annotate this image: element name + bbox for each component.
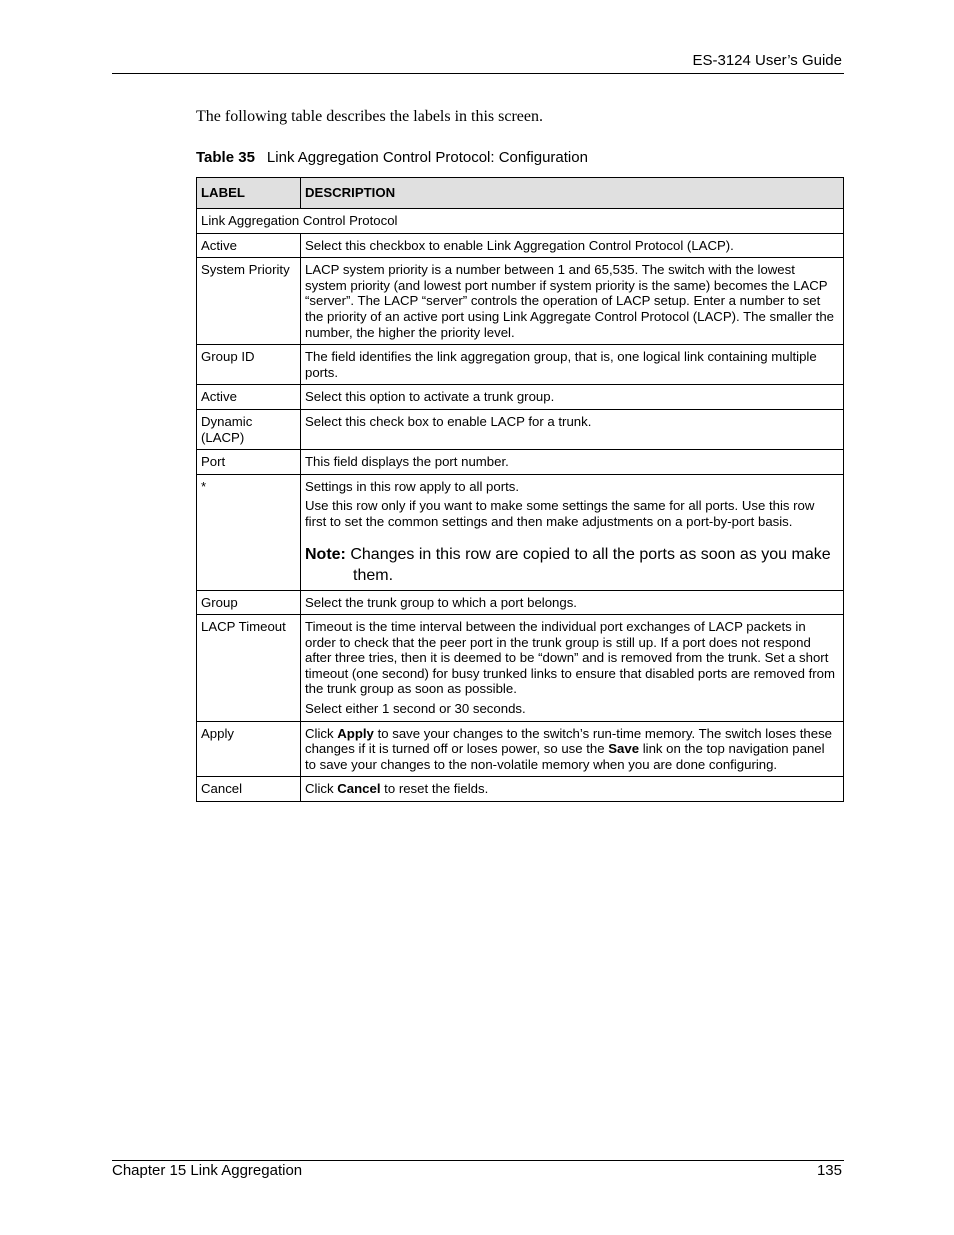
- row-description-extra: Select either 1 second or 30 seconds.: [305, 701, 526, 717]
- header-rule: [112, 73, 844, 74]
- desc-text: Click: [305, 781, 334, 797]
- row-description: Select this check box to enable LACP for a trunk.: [301, 409, 844, 449]
- footer-rule: [112, 1160, 844, 1161]
- header-description: DESCRIPTION: [301, 178, 844, 209]
- note-text: Changes in this row are copied to all the ports as soon as you make them.: [350, 545, 831, 584]
- save-keyword: Save: [608, 741, 640, 757]
- row-label: Group: [197, 590, 301, 615]
- table-header-row: [197, 178, 844, 209]
- row-description-cell: [301, 615, 844, 722]
- table-row: [197, 233, 844, 258]
- page-number: 135: [816, 1162, 842, 1179]
- row-description: Select this option to activate a trunk group.: [301, 385, 844, 410]
- footer-chapter: Chapter 15 Link Aggregation: [112, 1162, 303, 1179]
- desc-text: to save your changes to the switch’s run-time memory. The switch loses these changes if it is turned off or loses power, so use the: [305, 725, 832, 757]
- table-row: [197, 345, 844, 385]
- table-row: [197, 385, 844, 410]
- note-label: Note:: [305, 545, 346, 563]
- apply-keyword: Apply: [337, 725, 374, 741]
- row-description: This field displays the port number.: [301, 450, 844, 475]
- row-description: Select the trunk group to which a port belongs.: [301, 590, 844, 615]
- table-row: [197, 450, 844, 475]
- running-header: ES-3124 User’s Guide: [692, 52, 842, 69]
- table-row: [197, 615, 844, 722]
- table-title: Link Aggregation Control Protocol: Configuration: [266, 149, 588, 166]
- table-caption: [196, 149, 588, 166]
- intro-text: The following table describes the labels in this screen.: [196, 108, 544, 125]
- row-description: Select this checkbox to enable Link Aggregation Control Protocol (LACP).: [301, 233, 844, 258]
- table-row: [197, 590, 844, 615]
- row-description: Settings in this row apply to all ports.: [305, 478, 520, 494]
- row-label: Dynamic (LACP): [197, 409, 301, 449]
- table-number: Table 35: [196, 149, 255, 166]
- desc-text: to reset the fields.: [384, 781, 489, 797]
- desc-text: Click: [305, 725, 334, 741]
- label-table: [196, 177, 844, 802]
- row-description: LACP system priority is a number between 1 and 65,535. The switch with the lowest system priority (and lowest port number if system priority is the same) becomes the LACP “server”. The LACP “server” controls the operation of LACP setup. Enter a number to set the priority of an active port using Link Aggregate Control Protocol (LACP). The smaller the number, the higher the priority level.: [301, 258, 844, 345]
- row-label: Cancel: [197, 777, 301, 802]
- table-row: [197, 409, 844, 449]
- row-label: Active: [197, 233, 301, 258]
- row-label: LACP Timeout: [197, 615, 301, 722]
- table-row: [197, 258, 844, 345]
- table-row: [197, 721, 844, 777]
- row-label: *: [197, 474, 301, 590]
- row-description: [301, 777, 844, 802]
- row-label: Apply: [197, 721, 301, 777]
- note: [305, 544, 839, 586]
- row-description: The field identifies the link aggregation group, that is, one logical link containing multiple ports.: [301, 345, 844, 385]
- row-description: [301, 721, 844, 777]
- row-label: Active: [197, 385, 301, 410]
- row-label: Group ID: [197, 345, 301, 385]
- table-row: [197, 474, 844, 590]
- row-description-cell: [301, 474, 844, 590]
- row-description: Timeout is the time interval between the individual port exchanges of LACP packets in order to check that the peer port in the trunk group is still up. If a port does not respond after three tries, then it is deemed to be “down” and is removed from the trunk. Set a short timeout (one second) for busy trunked links to ensure that disabled ports are removed from the trunk group as soon as possible.: [305, 619, 835, 697]
- row-label: System Priority: [197, 258, 301, 345]
- desc-text: link on the top navigation panel to save your changes to the non-volatile memory when you are done configuring.: [305, 741, 825, 772]
- table-row: [197, 777, 844, 802]
- row-label: Port: [197, 450, 301, 475]
- section-row: [197, 209, 844, 234]
- row-description-extra: Use this row only if you want to make some settings the same for all ports. Use this row first to set the common settings and then make adjustments on a port-by-port basis.: [305, 498, 815, 529]
- cancel-keyword: Cancel: [337, 781, 381, 797]
- header-label: LABEL: [197, 178, 301, 209]
- section-title: Link Aggregation Control Protocol: [197, 209, 844, 234]
